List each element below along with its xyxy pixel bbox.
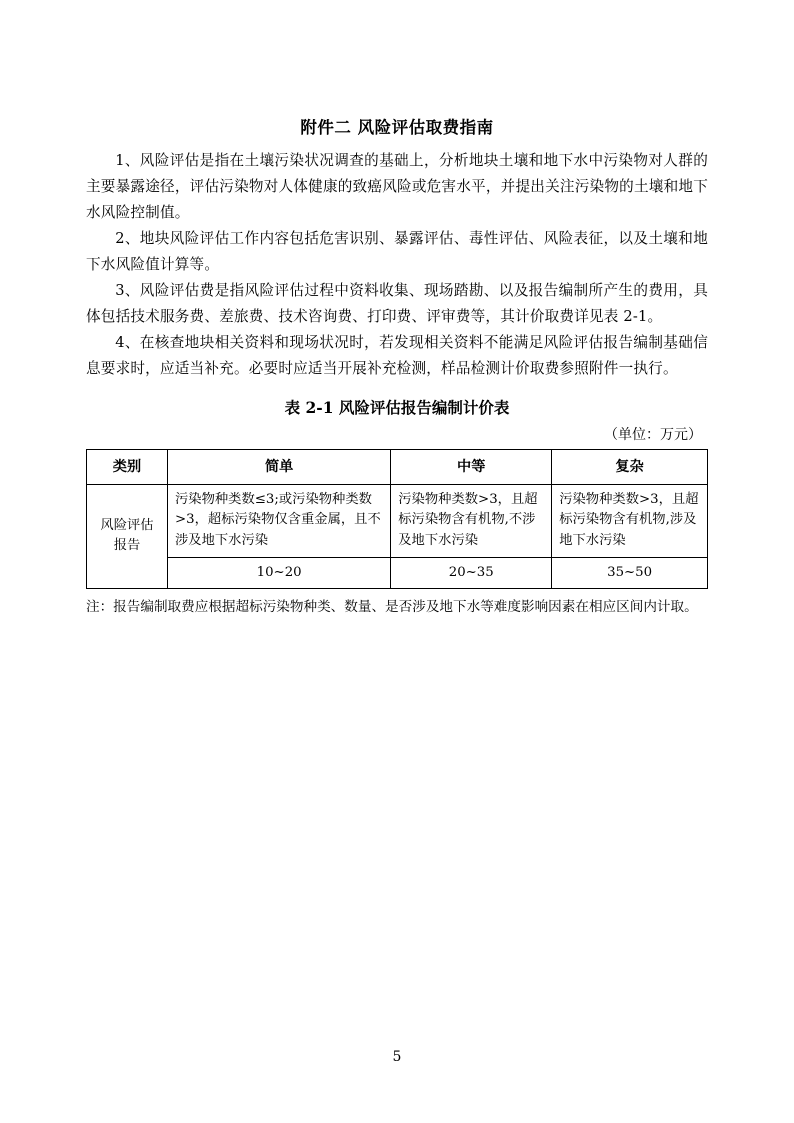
table-footnote: 注：报告编制取费应根据超标污染物种类、数量、是否涉及地下水等难度影响因素在相应区间内计取。: [86, 599, 698, 616]
table-cell-category: 风险评估报告: [87, 484, 168, 588]
table-cell-simple-price: 10~20: [168, 557, 391, 589]
table-cell-complex-price: 35~50: [552, 557, 708, 589]
paragraph-3: 3、风险评估费是指风险评估过程中资料收集、现场踏勘、以及报告编制所产生的费用，具体包括技术服务费、差旅费、技术咨询费、打印费、评审费等，其计价取费详见表 2-1。: [86, 281, 708, 325]
table-unit-note: （单位：万元）: [604, 426, 702, 443]
page-number: 5: [392, 1049, 402, 1065]
table-cell-medium-desc: 污染物种类数>3，且超标污染物含有机物,不涉及地下水污染: [391, 484, 552, 557]
table-header-category: 类别: [87, 449, 168, 484]
table-row: [87, 484, 708, 557]
table-header-simple: 简单: [168, 449, 391, 484]
risk-assessment-price-table: [86, 449, 708, 589]
table-row: [87, 557, 708, 589]
table-cell-medium-price: 20~35: [391, 557, 552, 589]
paragraph-2: 2、地块风险评估工作内容包括危害识别、暴露评估、毒性评估、风险表征，以及土壤和地下水风险值计算等。: [86, 229, 708, 273]
table-header-complex: 复杂: [552, 449, 708, 484]
table-header-medium: 中等: [391, 449, 552, 484]
table-caption: 表 2-1 风险评估报告编制计价表: [284, 397, 510, 417]
page-title: 附件二 风险评估取费指南: [300, 118, 494, 137]
table-cell-simple-desc: 污染物种类数≤3;或污染物种类数>3，超标污染物仅含重金属，且不涉及地下水污染: [168, 484, 391, 557]
paragraph-1: 1、风险评估是指在土壤污染状况调查的基础上，分析地块土壤和地下水中污染物对人群的主要暴露途径，评估污染物对人体健康的致癌风险或危害水平，并提出关注污染物的土壤和地下水风险控制值。: [86, 152, 708, 221]
table-cell-complex-desc: 污染物种类数>3，且超标污染物含有机物,涉及地下水污染: [552, 484, 708, 557]
paragraph-4: 4、在核查地块相关资料和现场状况时，若发现相关资料不能满足风险评估报告编制基础信息要求时，应适当补充。必要时应适当开展补充检测，样品检测计价取费参照附件一执行。: [86, 333, 708, 377]
table-header-row: [87, 449, 708, 484]
